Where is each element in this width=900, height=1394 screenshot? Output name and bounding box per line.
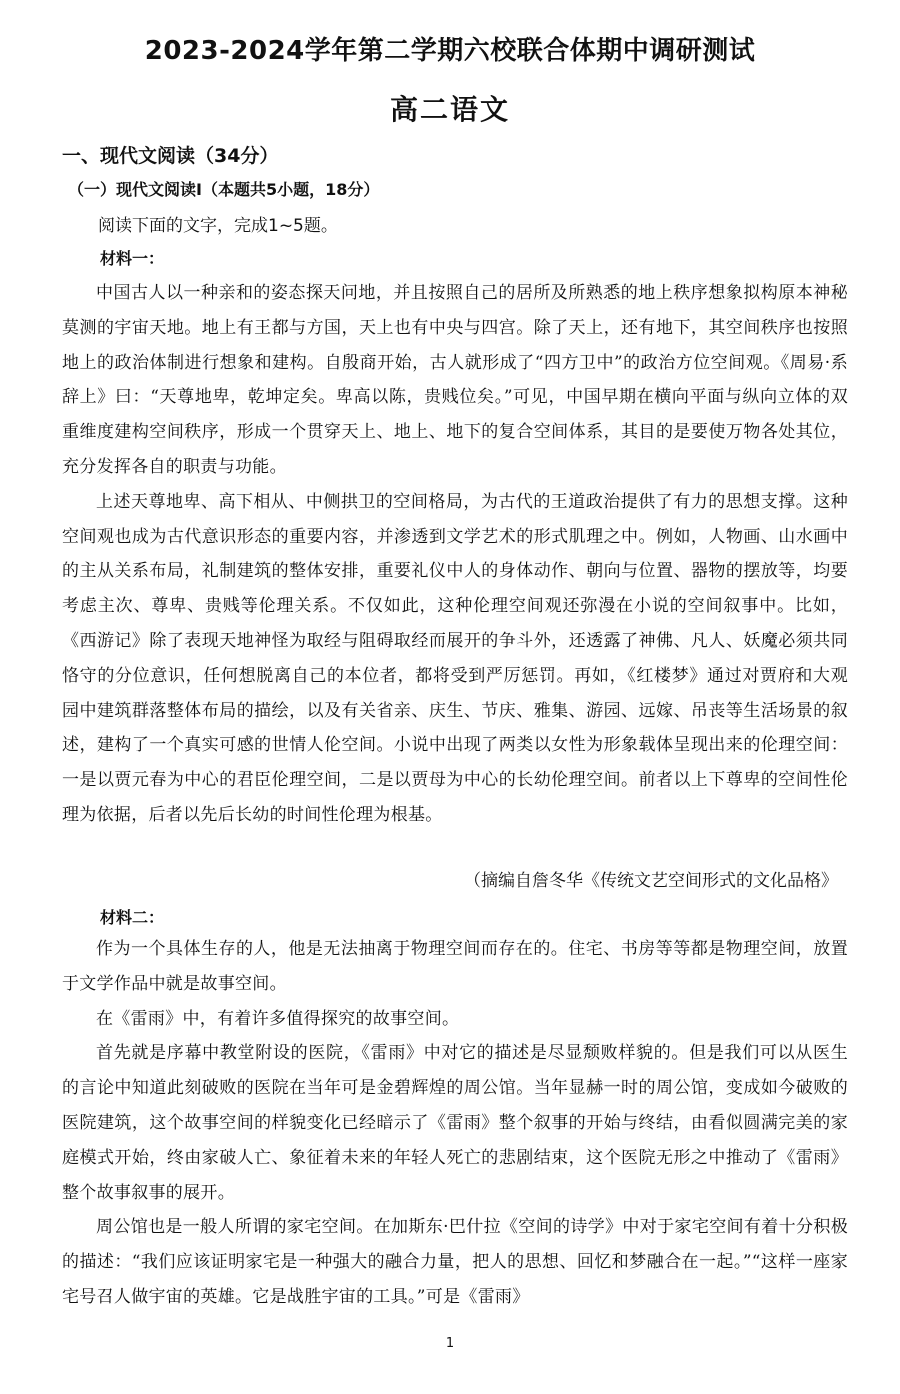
exam-title: 2023-2024学年第二学期六校联合体期中调研测试 [144, 36, 756, 66]
material-1-label: 材料一： [100, 249, 165, 268]
material-1-body [62, 276, 848, 833]
page-number: 1 [445, 1336, 455, 1351]
material-2-label: 材料二： [100, 908, 165, 927]
material-2-paragraph: 周公馆也是一般人所谓的家宅空间。在加斯东·巴什拉《空间的诗学》中对于家宅空间有着十分积极的描述：“我们应该证明家宅是一种强大的融合力量，把人的思想、回忆和梦融合在一起。”“这样一座家宅号召人做宇宙的英雄。它是战胜宇宙的工具。”可是《雷雨》 [62, 1217, 848, 1307]
material-2-body [62, 932, 848, 1315]
material-1-source: （摘编自詹冬华《传统文艺空间形式的文化品格》 [464, 871, 838, 891]
material-2-paragraph: 在《雷雨》中，有着许多值得探究的故事空间。 [96, 1008, 460, 1029]
section-heading: 一、现代文阅读（34分） [62, 145, 279, 167]
material-2-paragraph: 首先就是序幕中教堂附设的医院，《雷雨》中对它的描述是尽显颓败样貌的。但是我们可以从医生的言论中知道此刻破败的医院在当年可是金碧辉煌的周公馆。当年显赫一时的周公馆，变成如今破败的医院建筑，这个故事空间的样貌变化已经暗示了《雷雨》整个叙事的开始与终结，由看似圆满完美的家庭模式开始，终由家破人亡、象征着未来的年轻人死亡的悲剧结束，这个医院无形之中推动了《雷雨》整个故事叙事的展开。 [62, 1043, 848, 1203]
subject-title: 高二语文 [389, 93, 510, 126]
subsection-heading: （一）现代文阅读Ⅰ（本题共5小题，18分） [68, 180, 380, 199]
material-1-paragraph: 上述天尊地卑、高下相从、中侧拱卫的空间格局，为古代的王道政治提供了有力的思想支撑。这种空间观也成为古代意识形态的重要内容，并渗透到文学艺术的形式肌理之中。例如，人物画、山水画中的主从关系布局，礼制建筑的整体安排，重要礼仪中人的身体动作、朝向与位置、器物的摆放等，均要考虑主次、尊卑、贵贱等伦理关系。不仅如此，这种伦理空间观还弥漫在小说的空间叙事中。比如，《西游记》除了表现天地神怪为取经与阻碍取经而展开的争斗外，还透露了神佛、凡人、妖魔必须共同恪守的分位意识，任何想脱离自己的本位者，都将受到严厉惩罚。再如，《红楼梦》通过对贾府和大观园中建筑群落整体布局的描绘，以及有关省亲、庆生、节庆、雅集、游园、远嫁、吊丧等生活场景的叙述，建构了一个真实可感的世情人伦空间。小说中出现了两类以女性为形象载体呈现出来的伦理空间：一是以贾元春为中心的君臣伦理空间，二是以贾母为中心的长幼伦理空间。前者以上下尊卑的空间性伦理为依据，后者以先后长幼的时间性伦理为根基。 [62, 491, 848, 825]
reading-instruction: 阅读下面的文字，完成1~5题。 [98, 216, 338, 236]
material-2-paragraph: 作为一个具体生存的人，他是无法抽离于物理空间而存在的。住宅、书房等等都是物理空间，放置于文学作品中就是故事空间。 [62, 939, 848, 994]
material-1-paragraph: 中国古人以一种亲和的姿态探天问地，并且按照自己的居所及所熟悉的地上秩序想象拟构原本神秘莫测的宇宙天地。地上有王都与方国，天上也有中央与四宫。除了天上，还有地下，其空间秩序也按照地上的政治体制进行想象和建构。自殷商开始，古人就形成了“四方卫中”的政治方位空间观。《周易·系辞上》曰：“天尊地卑，乾坤定矣。卑高以陈，贵贱位矣。”可见，中国早期在横向平面与纵向立体的双重维度建构空间秩序，形成一个贯穿天上、地上、地下的复合空间体系，其目的是要使万物各处其位，充分发挥各自的职责与功能。 [62, 283, 848, 477]
